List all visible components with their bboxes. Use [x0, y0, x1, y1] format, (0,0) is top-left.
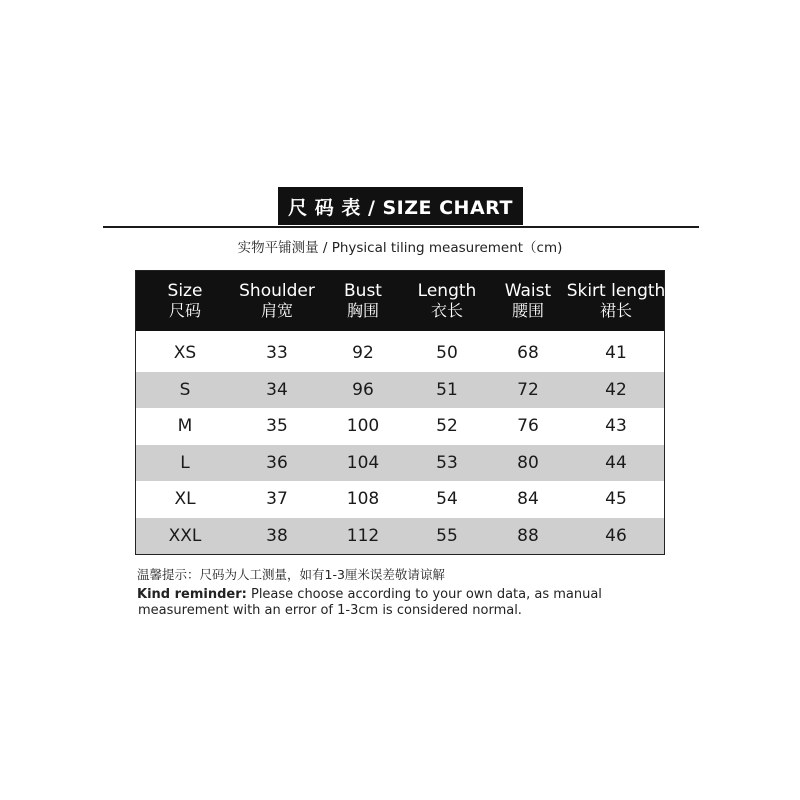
cell-skirt-length: 43: [605, 416, 627, 437]
reminder-label: Kind reminder:: [137, 587, 247, 602]
reminder-en: [137, 587, 602, 619]
cell-shoulder: 38: [266, 525, 288, 546]
table-row: [136, 335, 664, 372]
header-bust-en: Bust: [344, 281, 382, 301]
reminder-line-1: Please choose according to your own data, as manual: [246, 587, 602, 602]
cell-size: M: [177, 416, 193, 437]
table-row: [136, 518, 664, 555]
header-skirt-length-cn: 裙长: [599, 301, 632, 320]
cell-shoulder: 36: [266, 452, 288, 473]
cell-size: XS: [173, 343, 197, 364]
cell-waist: 80: [517, 452, 539, 473]
cell-size: XXL: [168, 525, 202, 546]
cell-waist: 84: [517, 489, 539, 510]
cell-shoulder: 33: [266, 343, 288, 364]
cell-skirt-length: 45: [605, 489, 627, 510]
cell-length: 54: [436, 489, 458, 510]
table-row: [136, 481, 664, 518]
header-length-cn: 衣长: [430, 301, 463, 320]
cell-length: 53: [436, 452, 458, 473]
cell-length: 50: [436, 343, 458, 364]
size-table: [135, 270, 665, 555]
cell-skirt-length: 42: [605, 379, 627, 400]
header-size-cn: 尺码: [168, 301, 201, 320]
table-row: [136, 372, 664, 409]
table-row: [136, 445, 664, 482]
cell-waist: 68: [517, 343, 539, 364]
measurement-subtitle: 实物平铺测量 / Physical tiling measurement（cm): [237, 240, 563, 256]
cell-bust: 108: [346, 489, 380, 510]
size-chart-title: 尺 码 表 / SIZE CHART: [278, 187, 523, 225]
header-waist-en: Waist: [504, 281, 552, 301]
cell-waist: 88: [517, 525, 539, 546]
reminder-cn: 温馨提示：尺码为人工测量，如有1-3厘米误差敬请谅解: [137, 567, 445, 582]
cell-size: XL: [174, 489, 196, 510]
header-skirt-length-en: Skirt length: [566, 281, 666, 301]
header-shoulder-cn: 肩宽: [260, 301, 293, 320]
cell-waist: 76: [517, 416, 539, 437]
header-skirt-length: [568, 271, 664, 331]
cell-waist: 72: [517, 379, 539, 400]
cell-length: 55: [436, 525, 458, 546]
cell-bust: 92: [352, 343, 374, 364]
cell-bust: 112: [346, 525, 380, 546]
title-divider: [103, 226, 699, 228]
header-length-en: Length: [417, 281, 477, 301]
cell-bust: 100: [346, 416, 380, 437]
cell-length: 52: [436, 416, 458, 437]
header-bust: [320, 271, 406, 331]
header-bust-cn: 胸围: [346, 301, 379, 320]
header-length: [406, 271, 488, 331]
cell-shoulder: 37: [266, 489, 288, 510]
cell-shoulder: 34: [266, 379, 288, 400]
cell-size: L: [180, 452, 190, 473]
header-size-en: Size: [167, 281, 203, 301]
table-row: [136, 408, 664, 445]
cell-shoulder: 35: [266, 416, 288, 437]
header-shoulder: [234, 271, 320, 331]
header-shoulder-en: Shoulder: [239, 281, 315, 301]
header-waist: [488, 271, 568, 331]
cell-skirt-length: 41: [605, 343, 627, 364]
cell-length: 51: [436, 379, 458, 400]
header-waist-cn: 腰围: [511, 301, 544, 320]
reminder-line-2: measurement with an error of 1-3cm is considered normal.: [138, 603, 522, 618]
cell-skirt-length: 46: [605, 525, 627, 546]
table-header: [136, 271, 664, 331]
header-size: [136, 271, 234, 331]
cell-bust: 96: [352, 379, 374, 400]
cell-size: S: [179, 379, 191, 400]
cell-skirt-length: 44: [605, 452, 627, 473]
cell-bust: 104: [346, 452, 380, 473]
